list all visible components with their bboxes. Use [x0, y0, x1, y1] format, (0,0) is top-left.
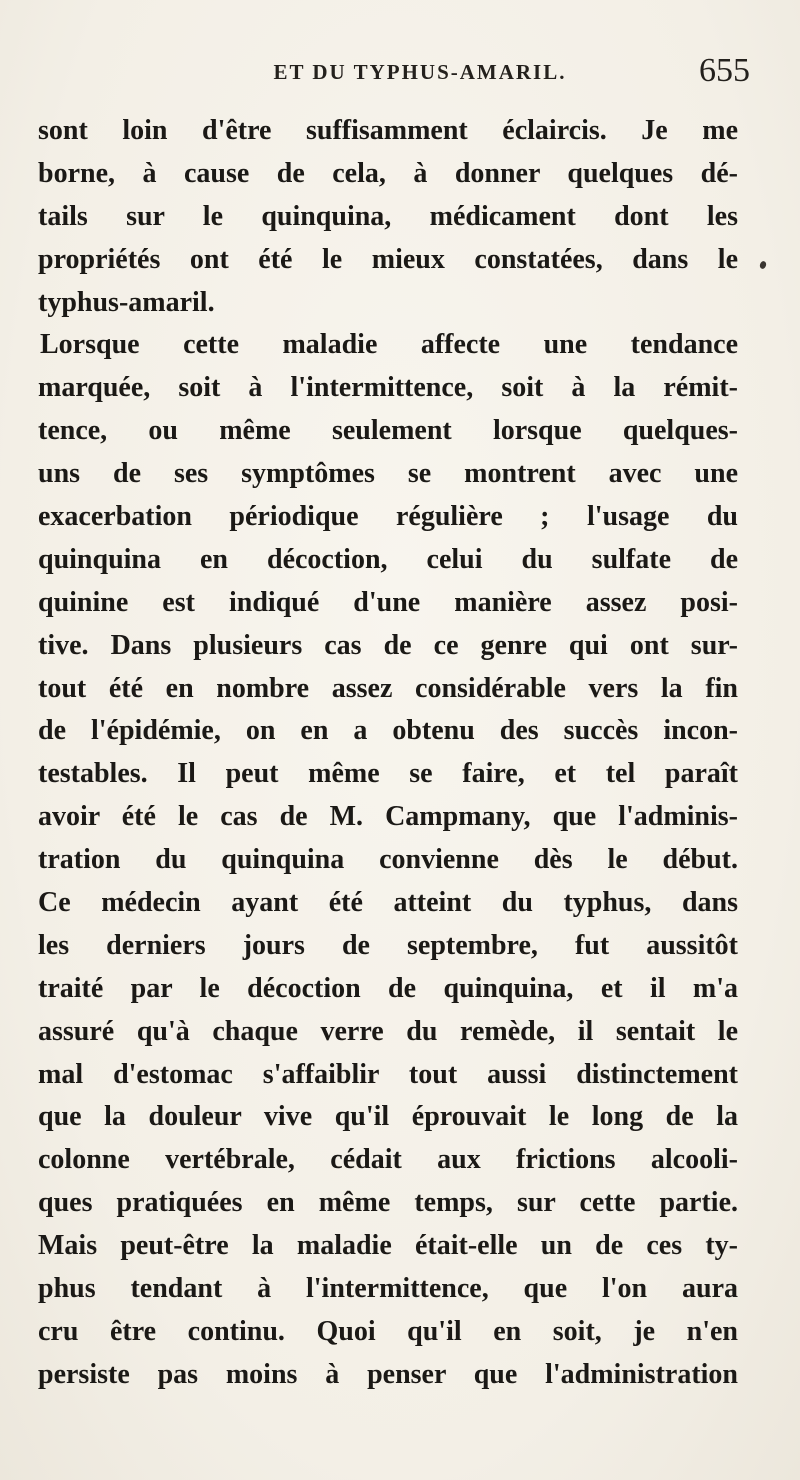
text-line: avoir été le cas de M. Campmany, que l'adminis- [38, 801, 738, 833]
text-line: tence, ou même seulement lorsque quelques- [38, 415, 738, 447]
running-header [60, 52, 750, 92]
text-line: cru être continu. Quoi qu'il en soit, je n'en [38, 1315, 738, 1347]
text-line: borne, à cause de cela, à donner quelques dé- [38, 157, 738, 189]
text-line: de l'épidémie, on en a obtenu des succès incon- [38, 715, 738, 747]
running-title: ET DU TYPHUS-AMARIL. [273, 60, 567, 84]
text-line: exacerbation périodique régulière ; l'usage du [38, 501, 738, 533]
text-line: tration du quinquina convienne dès le début. [38, 844, 738, 876]
text-line: tails sur le quinquina, médicament dont les [38, 200, 738, 232]
text-line: tive. Dans plusieurs cas de ce genre qui ont sur- [38, 629, 738, 661]
text-line: colonne vertébrale, cédait aux frictions alcooli- [38, 1144, 738, 1176]
text-line: assuré qu'à chaque verre du remède, il sentait le [38, 1015, 738, 1047]
text-line: sont loin d'être suffisamment éclaircis. Je me [38, 115, 738, 146]
text-line: testables. Il peut même se faire, et tel paraît [38, 758, 738, 790]
text-line: tout été en nombre assez considérable vers la fin [38, 672, 738, 704]
text-line: marquée, soit à l'intermittence, soit à la rémit- [38, 372, 738, 404]
text-line: Lorsque cette maladie affecte une tendance [40, 329, 738, 361]
text-line: typhus-amaril. [38, 286, 215, 318]
text-line: traité par le décoction de quinquina, et il m'a [38, 972, 738, 1004]
text-line: phus tendant à l'intermittence, que l'on aura [38, 1273, 738, 1305]
text-line: uns de ses symptômes se montrent avec une [38, 458, 738, 490]
text-line: ques pratiquées en même temps, sur cette partie. [38, 1187, 738, 1219]
text-line: propriétés ont été le mieux constatées, dans le [38, 243, 738, 275]
text-line: les derniers jours de septembre, fut aussitôt [38, 929, 738, 961]
text-line: mal d'estomac s'affaiblir tout aussi distinctement [38, 1058, 738, 1090]
body-text [38, 110, 738, 1397]
margin-ink-speck [759, 260, 767, 269]
text-line: Ce médecin ayant été atteint du typhus, dans [38, 887, 738, 919]
text-line: persiste pas moins à penser que l'administration [38, 1358, 738, 1390]
page-number: 655 [699, 52, 750, 89]
text-line: Mais peut-être la maladie était-elle un de ces ty- [38, 1230, 738, 1262]
text-line: quinine est indiqué d'une manière assez posi- [38, 586, 738, 618]
text-line: que la douleur vive qu'il éprouvait le long de la [38, 1101, 738, 1133]
text-line: quinquina en décoction, celui du sulfate de [38, 543, 738, 575]
